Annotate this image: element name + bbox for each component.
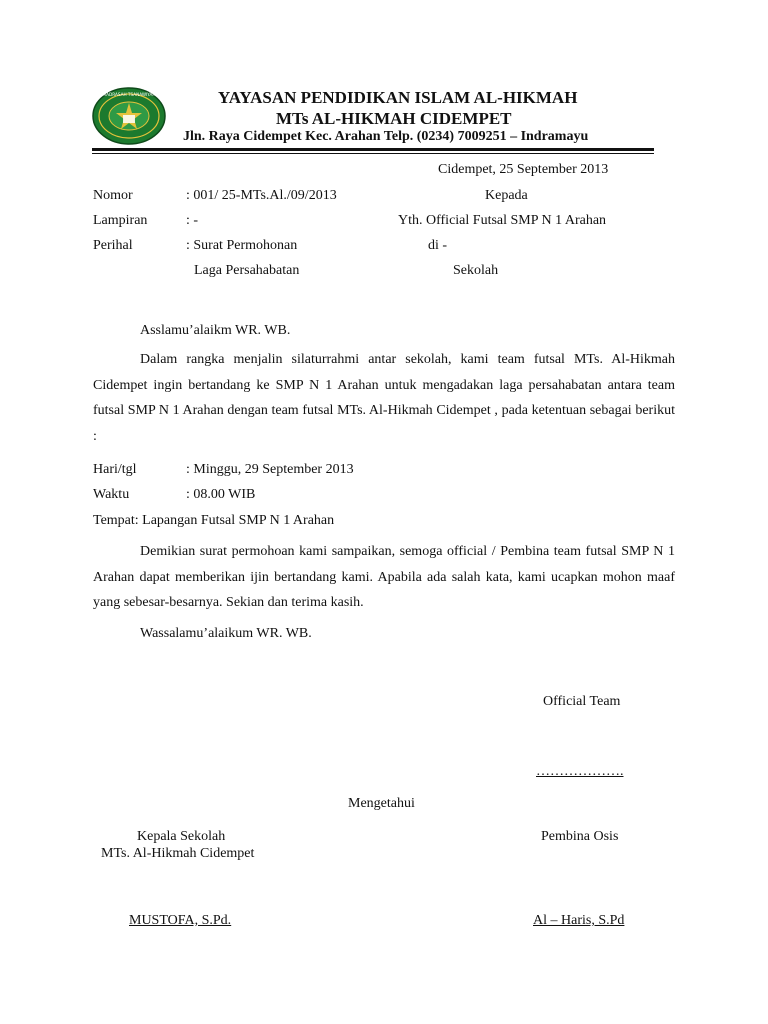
greeting: Asslamu’alaikm WR. WB. (140, 323, 291, 338)
hari-value: : Minggu, 29 September 2013 (186, 462, 354, 477)
recipient-place: Sekolah (453, 263, 499, 278)
perihal-value-2: Laga Persahabatan (194, 263, 300, 278)
logo-text: MADRASAH TSANAWIYAH (102, 92, 156, 97)
school-logo (92, 87, 166, 145)
waktu-label: Waktu (93, 487, 130, 502)
lampiran-value: : - (186, 213, 199, 228)
recipient-di: di - (428, 238, 448, 253)
perihal-value: : Surat Permohonan (186, 238, 298, 253)
school-address: Jln. Raya Cidempet Kec. Arahan Telp. (0234) 7009251 – Indramayu (183, 129, 589, 144)
recipient-kepada: Kepada (485, 188, 528, 203)
lampiran-label: Lampiran (93, 213, 148, 228)
official-title: Official Team (543, 694, 621, 709)
pembina-title: Pembina Osis (541, 829, 619, 844)
kepsek-title: Kepala Sekolah (137, 829, 226, 844)
nomor-value: : 001/ 25-MTs.Al./09/2013 (186, 188, 337, 203)
foundation-name: YAYASAN PENDIDIKAN ISLAM AL-HIKMAH (218, 88, 578, 107)
place-date: Cidempet, 25 September 2013 (438, 162, 609, 177)
tempat-line: Tempat: Lapangan Futsal SMP N 1 Arahan (93, 513, 335, 528)
hari-label: Hari/tgl (93, 462, 137, 477)
school-name: MTs AL-HIKMAH CIDEMPET (276, 109, 512, 128)
recipient-yth: Yth. Official Futsal SMP N 1 Arahan (398, 213, 607, 228)
header-rule-thin (92, 153, 654, 154)
nomor-label: Nomor (93, 188, 133, 203)
kepsek-school: MTs. Al-Hikmah Cidempet (101, 846, 255, 861)
kepsek-name: MUSTOFA, S.Pd. (129, 913, 232, 928)
body-paragraph-2: Demikian surat permohoan kami sampaikan, semoga official / Pembina team futsal SMP N 1 Arahan dapat memberikan ijin bertandang kami. Apabila ada salah kata, kami ucapkan mohon maaf yang sebesar-besarnya. Sekian dan terima kasih. (93, 544, 675, 610)
pembina-name: Al – Haris, S.Pd (533, 913, 625, 928)
body-paragraph-1: Dalam rangka menjalin silaturrahmi antar sekolah, kami team futsal MTs. Al-Hikmah Cidempet ingin bertandang ke SMP N 1 Arahan untuk mengadakan laga persahabatan antara team futsal SMP N 1 Arahan dengan team futsal MTs. Al-Hikmah Cidempet , pada ketentuan sebagai berikut : (93, 352, 675, 444)
closing-greeting: Wassalamu’alaikum WR. WB. (140, 626, 312, 641)
official-name: ………………. (536, 764, 624, 779)
waktu-value: : 08.00 WIB (186, 487, 256, 502)
mengetahui: Mengetahui (348, 796, 415, 811)
perihal-label: Perihal (93, 238, 133, 253)
header-rule-thick (92, 148, 654, 151)
